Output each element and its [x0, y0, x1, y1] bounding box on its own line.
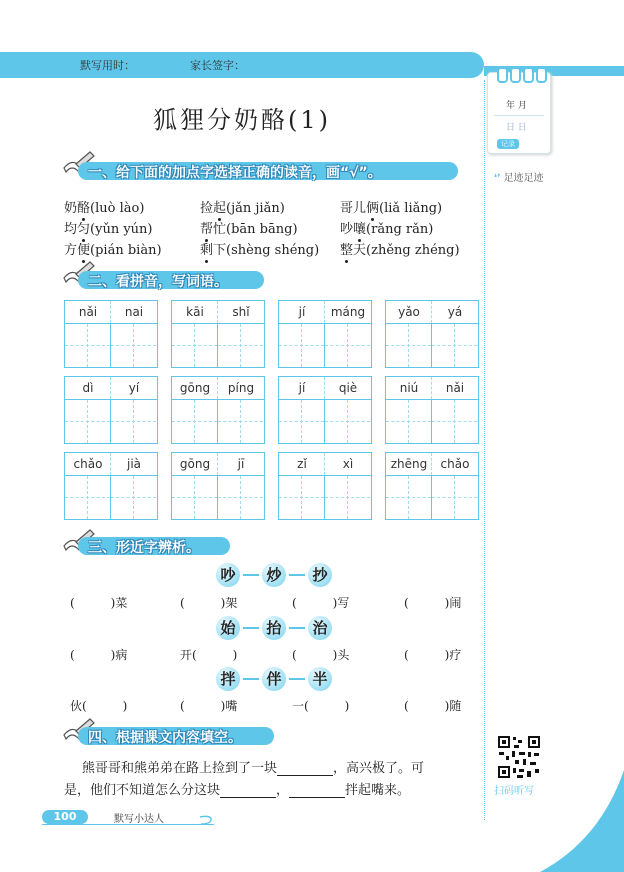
char-bubble: 伴 — [262, 667, 286, 691]
pinyin-box[interactable] — [171, 376, 265, 444]
dash-connector — [243, 627, 259, 629]
writing-cell[interactable] — [432, 400, 477, 443]
pinyin-syllable: shǐ — [232, 305, 250, 319]
phrase-blank[interactable]: 一( ) — [292, 699, 350, 713]
pron-item: 哥儿俩(liǎ liǎng) — [340, 197, 442, 216]
phrase-blank[interactable]: ( )头 — [292, 648, 350, 662]
pinyin-box[interactable] — [64, 300, 158, 368]
pinyin-row — [172, 377, 264, 400]
dash-connector — [289, 574, 305, 576]
pron-item: 均匀(yǔn yún) — [64, 218, 153, 237]
char-bubble: 拌 — [216, 667, 240, 691]
pinyin-box[interactable] — [171, 300, 265, 368]
phrase-blank[interactable]: ( )写 — [292, 596, 350, 610]
blank[interactable] — [289, 785, 345, 798]
pinyin-syllable: kāi — [186, 305, 204, 319]
pinyin-box[interactable] — [385, 300, 479, 368]
char-bubble: 抬 — [262, 616, 286, 640]
calendar-line — [494, 115, 544, 116]
section-3-heading: 三、形近字辨析。 — [88, 540, 200, 556]
pinyin-row — [172, 301, 264, 324]
pinyin-box[interactable] — [385, 452, 479, 520]
pinyin-syllable: jī — [237, 457, 245, 471]
calendar-month: 年 月 — [506, 101, 527, 111]
pron-item: 捡起(jǎn jiǎn) — [200, 197, 285, 216]
pinyin-syllable: chǎo — [440, 457, 470, 471]
pinyin-syllable: jià — [126, 457, 142, 471]
char-bubble: 抄 — [308, 563, 332, 587]
pron-item: 整天(zhěng zhéng) — [340, 239, 460, 258]
writing-cell[interactable] — [218, 324, 263, 367]
dash-connector — [289, 678, 305, 680]
pinyin-syllable: dì — [82, 381, 94, 395]
phrase-blank[interactable]: ( )架 — [180, 596, 238, 610]
writing-cell[interactable] — [386, 324, 432, 367]
char-bubble: 始 — [216, 616, 240, 640]
pinyin-row — [172, 453, 264, 476]
calendar-ring — [497, 67, 508, 83]
phrase-blank[interactable]: ( )菜 — [70, 596, 128, 610]
writing-cell[interactable] — [65, 324, 111, 367]
char-bubble: 炒 — [262, 563, 286, 587]
parent-signature-label: 家长签字： — [190, 59, 245, 72]
section-4-heading: 四、根据课文内容填空。 — [88, 730, 242, 746]
section-2-heading: 二、看拼音，写词语。 — [88, 274, 228, 290]
dash-connector — [243, 678, 259, 680]
pinyin-row — [279, 377, 371, 400]
book-name: 默写小达人 — [114, 814, 164, 825]
pinyin-row — [279, 301, 371, 324]
dash-connector — [243, 574, 259, 576]
pinyin-syllable: zhēng — [390, 457, 428, 471]
pinyin-box[interactable] — [278, 376, 372, 444]
writing-cell[interactable] — [172, 400, 218, 443]
pinyin-row — [386, 453, 478, 476]
writing-cell[interactable] — [65, 476, 111, 519]
page-number: 100 — [42, 810, 88, 824]
writing-cell[interactable] — [279, 476, 325, 519]
return-arrow-icon — [198, 815, 214, 825]
pinyin-syllable: yǎo — [398, 305, 420, 319]
phrase-blank[interactable]: ( )病 — [70, 648, 128, 662]
pinyin-syllable: zǐ — [297, 457, 307, 471]
calendar-ring — [523, 67, 534, 83]
qr-label: 扫码听写 — [494, 786, 534, 797]
pron-item: 奶酪(luò lào) — [64, 197, 144, 216]
pinyin-syllable: yí — [128, 381, 140, 395]
calendar-ring — [510, 67, 521, 83]
pinyin-box[interactable] — [64, 452, 158, 520]
pron-item: 方便(pián biàn) — [64, 239, 162, 258]
writing-cell[interactable] — [111, 324, 156, 367]
qr-code-icon — [497, 735, 541, 779]
calendar-ring — [536, 67, 547, 83]
footsteps-label — [494, 169, 544, 184]
phrase-blank[interactable]: ( )疗 — [404, 648, 462, 662]
writing-cell[interactable] — [325, 476, 370, 519]
pinyin-syllable: nai — [124, 305, 144, 319]
calendar-badge: 记录 — [497, 139, 519, 149]
pinyin-box[interactable] — [64, 376, 158, 444]
blank[interactable] — [277, 763, 333, 776]
section-1-heading: 一、给下面的加点字选择正确的读音，画“√”。 — [88, 165, 382, 181]
calendar-day: 日 日 — [506, 123, 527, 133]
pron-item: 剩下(shèng shéng) — [200, 239, 319, 258]
writing-cell[interactable] — [432, 476, 477, 519]
writing-cell[interactable] — [386, 476, 432, 519]
char-bubble: 治 — [308, 616, 332, 640]
pinyin-row — [386, 377, 478, 400]
writing-cell[interactable] — [65, 400, 111, 443]
footprint-icon: ❛❜ — [494, 173, 501, 184]
writing-cell[interactable] — [111, 476, 156, 519]
pinyin-syllable: chǎo — [73, 457, 103, 471]
pinyin-box[interactable] — [385, 376, 479, 444]
pinyin-syllable: jí — [298, 305, 306, 319]
writing-cell[interactable] — [432, 324, 477, 367]
char-bubble: 半 — [308, 667, 332, 691]
fill-line-1: 熊哥哥和熊弟弟在路上捡到了一块 ，高兴极了。可 — [82, 761, 425, 776]
footsteps-text: 足迹足迹 — [503, 173, 544, 184]
pron-item: 吵嚷(rǎng rǎn) — [340, 218, 433, 237]
corner-decoration — [540, 770, 624, 872]
writing-cell[interactable] — [111, 400, 156, 443]
pinyin-box[interactable] — [278, 452, 372, 520]
pinyin-syllable: gōng — [179, 381, 211, 395]
phrase-blank[interactable]: ( )闹 — [404, 596, 462, 610]
margin-divider — [484, 80, 486, 820]
writing-cell[interactable] — [386, 400, 432, 443]
pinyin-box[interactable] — [278, 300, 372, 368]
pron-item: 帮忙(bān bāng) — [200, 218, 298, 237]
pinyin-syllable: jí — [298, 381, 306, 395]
char-bubble: 吵 — [216, 563, 240, 587]
phrase-blank[interactable]: ( )嘴 — [180, 699, 238, 713]
pinyin-row — [279, 453, 371, 476]
pinyin-syllable: gōng — [179, 457, 211, 471]
pinyin-syllable: yá — [447, 305, 463, 319]
blank[interactable] — [220, 785, 276, 798]
phrase-blank[interactable]: ( )随 — [404, 699, 462, 713]
phrase-blank[interactable]: 开( ) — [180, 648, 238, 662]
writing-cell[interactable] — [172, 476, 218, 519]
writing-cell[interactable] — [279, 324, 325, 367]
pinyin-syllable: máng — [330, 305, 366, 319]
writing-cell[interactable] — [218, 476, 263, 519]
pinyin-syllable: xì — [342, 457, 354, 471]
pinyin-syllable: niú — [399, 381, 419, 395]
page-title: 狐狸分奶酪(1) — [153, 106, 331, 134]
pinyin-row — [65, 453, 157, 476]
pinyin-syllable: píng — [227, 381, 255, 395]
pinyin-syllable: qiè — [338, 381, 358, 395]
writing-cell[interactable] — [218, 400, 263, 443]
writing-cell[interactable] — [325, 400, 370, 443]
pinyin-row — [386, 301, 478, 324]
pinyin-box[interactable] — [171, 452, 265, 520]
pinyin-row — [65, 377, 157, 400]
dash-connector — [289, 627, 305, 629]
fill-line-2: 是，他们不知道怎么分这块 ， 拌起嘴来。 — [64, 783, 411, 798]
writing-cell[interactable] — [279, 400, 325, 443]
writing-cell[interactable] — [172, 324, 218, 367]
pinyin-row — [65, 301, 157, 324]
dictation-time-label: 默写用时： — [80, 59, 135, 72]
pinyin-syllable: nǎi — [445, 381, 465, 395]
pinyin-syllable: nǎi — [78, 305, 98, 319]
phrase-blank[interactable]: 伙( ) — [70, 699, 128, 713]
writing-cell[interactable] — [325, 324, 370, 367]
